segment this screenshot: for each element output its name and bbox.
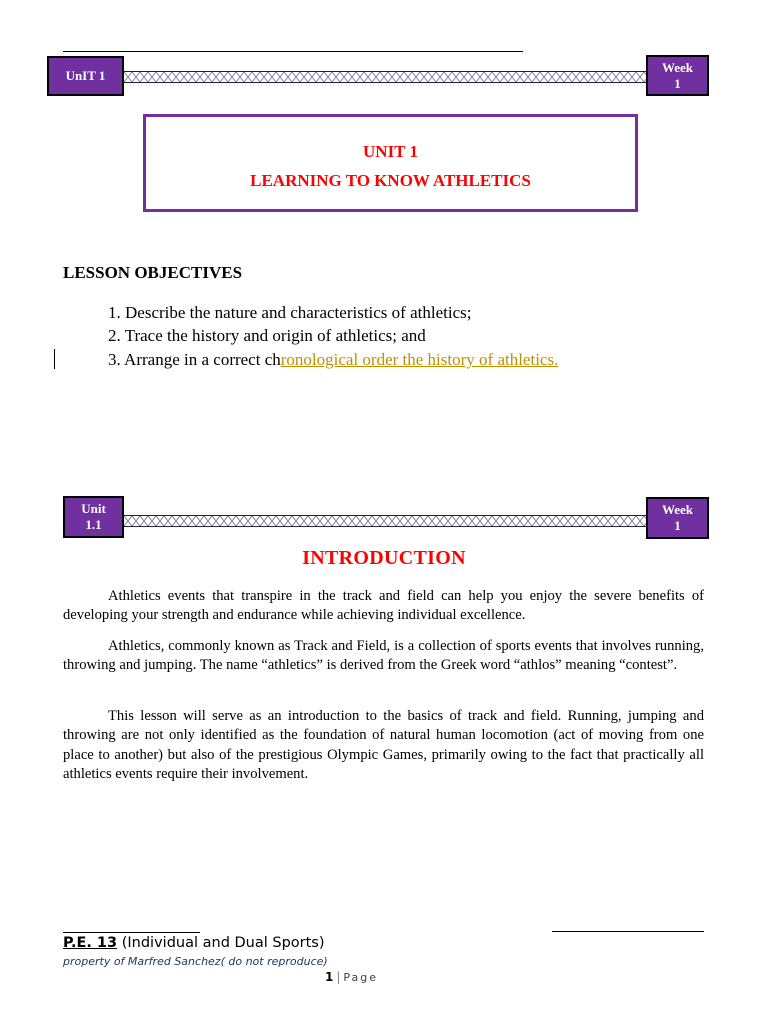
section-unit-badge	[63, 496, 124, 538]
unit-title-box	[143, 114, 638, 212]
section-unit-badge-label: Unit	[81, 501, 106, 516]
header-rule	[63, 51, 523, 52]
footer-course-code: P.E. 13	[63, 935, 118, 951]
intro-paragraph-1: Athletics events that transpire in the track and field can help you enjoy the severe benefits of developing your strength and endurance while achieving individual excellence.	[63, 588, 704, 624]
section-week-badge-number: 1	[674, 518, 681, 533]
intro-paragraph-2: Athletics, commonly known as Track and Field, is a collection of sports events that involves running, throwing and jumping. The name “athletics” is derived from the Greek word “athlos” meaning “contest”.	[63, 638, 704, 674]
week-badge	[646, 55, 709, 96]
footer-rule-right	[552, 931, 704, 932]
objective-item-3	[108, 350, 558, 370]
section-unit-badge-number: 1.1	[85, 517, 102, 532]
page-label: Page	[343, 971, 379, 984]
section-week-badge	[646, 497, 709, 539]
intro-paragraph-3: This lesson will serve as an introduction to the basics of track and field. Running, jumping and throwing are not only identified as the foundation of natural human locomotion (act of moving from one place to another) but also of the prestigious Olympic Games, primarily owing to the fact that practically all athletics events require their involvement.	[63, 708, 704, 783]
unit-badge	[47, 56, 124, 96]
week-badge-label: Week	[661, 59, 694, 75]
objective-item-3-text: 3. Arrange in a correct ch	[108, 350, 281, 369]
lesson-objectives-heading: LESSON OBJECTIVES	[63, 263, 243, 282]
section-chain-connector	[124, 515, 648, 527]
introduction-heading: INTRODUCTION	[302, 547, 466, 569]
section-week-badge-label: Week	[661, 502, 694, 517]
page-separator: |	[336, 970, 341, 984]
unit-badge-label: UnIT 1	[65, 68, 106, 83]
unit-title-number: UNIT 1	[363, 142, 418, 161]
text-cursor	[54, 349, 55, 369]
objective-item-1: 1. Describe the nature and characteristics of athletics;	[108, 303, 472, 322]
footer-property-notice: property of Marfred Sanchez( do not reproduce)	[63, 955, 328, 968]
objective-item-2: 2. Trace the history and origin of athletics; and	[108, 326, 426, 345]
footer-course-title	[63, 935, 325, 951]
unit-title-text: LEARNING TO KNOW ATHLETICS	[250, 171, 531, 190]
objective-item-3-link[interactable]: ronological order the history of athletics.	[280, 350, 559, 369]
week-badge-number: 1	[674, 75, 681, 91]
page-number: 1	[325, 970, 334, 984]
footer-rule-left	[63, 932, 200, 933]
header-chain-connector	[124, 71, 648, 83]
footer-course-name: (Individual and Dual Sports)	[117, 935, 325, 951]
footer-page-number	[325, 970, 378, 984]
